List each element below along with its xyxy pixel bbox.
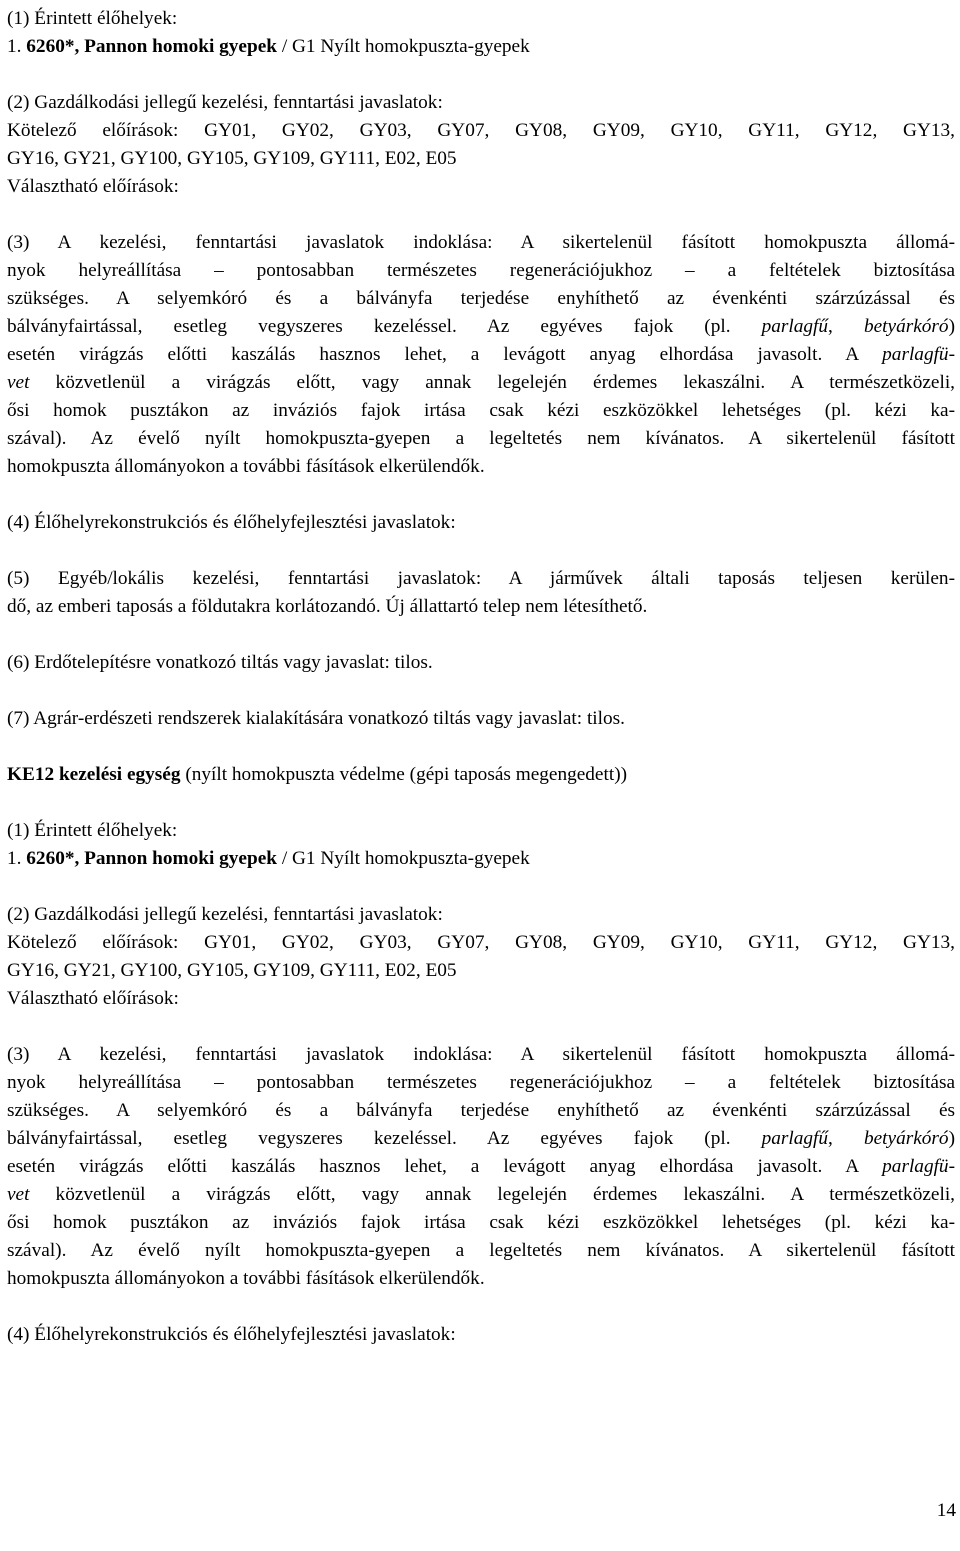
mandatory-prescriptions-line-1: Kötelező előírások: GY01, GY02, GY03, GY07, GY08, GY09, GY10, GY11, GY12, GY13, [7,932,955,953]
other-local-recommendations-line-1: (5) Egyéb/lokális kezelési, fenntartási javaslatok: A járművek általi taposás teljesen kerülen- [7,568,955,589]
optional-prescriptions: Választható előírások: [7,988,179,1009]
page-number: 14 [936,1500,956,1521]
species-name: vet [7,372,30,393]
optional-prescriptions: Választható előírások: [7,176,179,197]
affected-habitat-item [7,845,955,873]
justification-line: szával). Az évelő nyílt homokpuszta-gyepen a legeltetés nem kívánatos. A sikertelenül fásított [7,428,955,449]
habitat-category: / G1 Nyílt homokpuszta-gyepek [277,848,530,869]
document-page [7,5,955,1349]
item-number: 1. [7,848,27,869]
management-recommendations-title: (2) Gazdálkodási jellegű kezelési, fenntartási javaslatok: [7,904,443,925]
other-local-recommendations-line-2: dő, az emberi taposás a földutakra korlátozandó. Új állattartó telep nem létesíthető. [7,596,648,617]
justification-line: ősi homok pusztákon az inváziós fajok irtása csak kézi eszközökkel lehetséges (pl. kézi ka- [7,400,955,421]
management-unit-code: KE12 kezelési egység [7,764,181,785]
mandatory-prescriptions-line-2: GY16, GY21, GY100, GY105, GY109, GY111, E02, E05 [7,148,457,169]
justification-line: homokpuszta állományokon a további fásítások elkerülendők. [7,456,485,477]
species-name: parlagfű [761,316,829,337]
species-name: parlagfü- [882,344,955,365]
habitat-reconstruction-title: (4) Élőhelyrekonstrukciós és élőhelyfejlesztési javaslatok: [7,512,456,533]
justification-line: nyok helyreállítása – pontosabban természetes regenerációjukhoz – a feltételek biztosítása [7,260,955,281]
species-name: vet [7,1184,30,1205]
justification-line: ősi homok pusztákon az inváziós fajok irtása csak kézi eszközökkel lehetséges (pl. kézi ka- [7,1212,955,1233]
species-name: betyárkóró [863,316,949,337]
justification-line: szával). Az évelő nyílt homokpuszta-gyepen a legeltetés nem kívánatos. A sikertelenül fásított [7,1240,955,1261]
species-name: parlagfű [761,1128,829,1149]
justification-paragraph [7,229,955,481]
justification-line: szükséges. A selyemkóró és a bálványfa terjedése enyhíthető az évenkénti szárzúzással és [7,1100,955,1121]
justification-line: vet közvetlenül a virágzás előtt, vagy annak legelején érdemes lekaszálni. A természetközeli, [7,372,955,393]
management-unit-heading [7,761,955,789]
justification-line: homokpuszta állományokon a további fásítások elkerülendők. [7,1268,485,1289]
species-name: betyárkóró [863,1128,949,1149]
justification-line: (3) A kezelési, fenntartási javaslatok indoklása: A sikertelenül fásított homokpuszta állomá- [7,232,955,253]
justification-paragraph [7,1041,955,1293]
management-unit-description: (nyílt homokpuszta védelme (gépi taposás megengedett)) [180,764,628,785]
justification-line: esetén virágzás előtti kaszálás hasznos lehet, a levágott anyag elhordása javasolt. A parlagfü- [7,1156,955,1177]
species-name: parlagfü- [882,1156,955,1177]
affected-habitats-title: (1) Érintett élőhelyek: [7,820,178,841]
habitat-reconstruction-title: (4) Élőhelyrekonstrukciós és élőhelyfejlesztési javaslatok: [7,1324,456,1345]
justification-line: bálványfairtással, esetleg vegyszeres kezeléssel. Az egyéves fajok (pl. parlagfű, betyárkóró) [7,1128,955,1149]
agroforestry-prohibition: (7) Agrár-erdészeti rendszerek kialakítására vonatkozó tiltás vagy javaslat: tilos. [7,708,625,729]
habitat-category: / G1 Nyílt homokpuszta-gyepek [277,36,530,57]
mandatory-prescriptions-line-2: GY16, GY21, GY100, GY105, GY109, GY111, E02, E05 [7,960,457,981]
justification-line: esetén virágzás előtti kaszálás hasznos lehet, a levágott anyag elhordása javasolt. A parlagfü- [7,344,955,365]
afforestation-prohibition: (6) Erdőtelepítésre vonatkozó tiltás vagy javaslat: tilos. [7,652,433,673]
justification-line: (3) A kezelési, fenntartási javaslatok indoklása: A sikertelenül fásított homokpuszta állomá- [7,1044,955,1065]
habitat-code-name: 6260*, Pannon homoki gyepek [26,36,277,57]
mandatory-prescriptions-line-1: Kötelező előírások: GY01, GY02, GY03, GY07, GY08, GY09, GY10, GY11, GY12, GY13, [7,120,955,141]
justification-line: nyok helyreállítása – pontosabban természetes regenerációjukhoz – a feltételek biztosítása [7,1072,955,1093]
justification-line: vet közvetlenül a virágzás előtt, vagy annak legelején érdemes lekaszálni. A természetközeli, [7,1184,955,1205]
habitat-code-name: 6260*, Pannon homoki gyepek [26,848,277,869]
justification-line: bálványfairtással, esetleg vegyszeres kezeléssel. Az egyéves fajok (pl. parlagfű, betyárkóró) [7,316,955,337]
management-recommendations-title: (2) Gazdálkodási jellegű kezelési, fenntartási javaslatok: [7,92,443,113]
justification-line: szükséges. A selyemkóró és a bálványfa terjedése enyhíthető az évenkénti szárzúzással és [7,288,955,309]
block-2 [7,817,955,1349]
item-number: 1. [7,36,27,57]
affected-habitats-title: (1) Érintett élőhelyek: [7,8,178,29]
block-1 [7,5,955,761]
affected-habitat-item [7,33,955,61]
